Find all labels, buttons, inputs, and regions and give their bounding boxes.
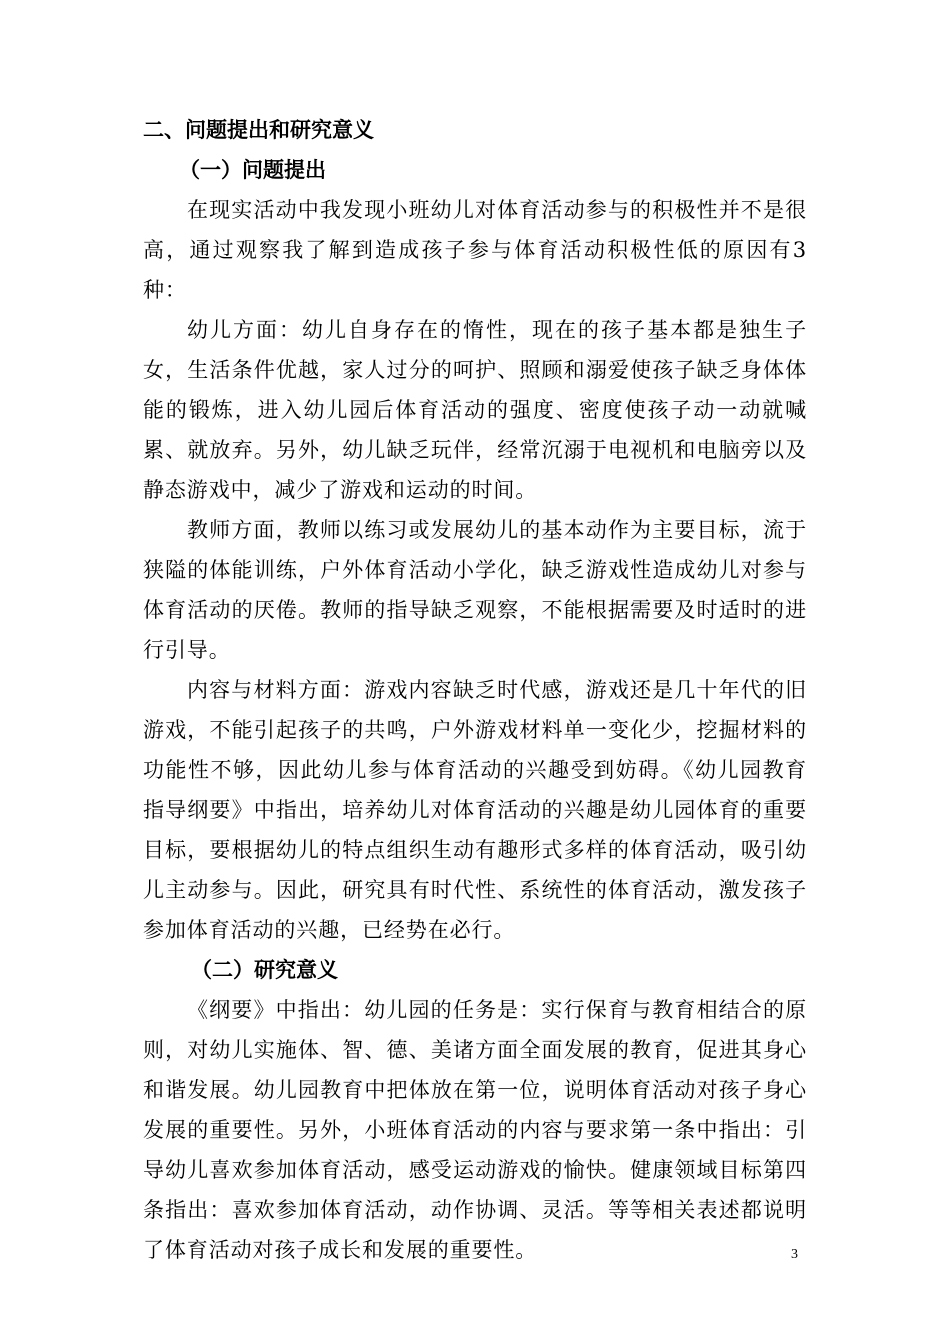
paragraph-teacher-aspect: 教师方面，教师以练习或发展幼儿的基本动作为主要目标，流于狭隘的体能训练，户外体育活动小学化，缺乏游戏性造成幼儿对参与体育活动的厌倦。教师的指导缺乏观察，不能根据需要及时适时的进行引导。 (143, 518, 807, 662)
paragraph-children-aspect: 幼儿方面：幼儿自身存在的惰性，现在的孩子基本都是独生子女，生活条件优越，家人过分的呵护、照顾和溺爱使孩子缺乏身体体能的锻炼，进入幼儿园后体育活动的强度、密度使孩子动一动就喊累、就放弃。另外，幼儿缺乏玩伴，经常沉溺于电视机和电脑旁以及静态游戏中，减少了游戏和运动的时间。 (143, 318, 807, 502)
paragraph-significance: 《纲要》中指出：幼儿园的任务是：实行保育与教育相结合的原则，对幼儿实施体、智、德、美诸方面全面发展的教育，促进其身心和谐发展。幼儿园教育中把体放在第一位，说明体育活动对孩子身心发展的重要性。另外，小班体育活动的内容与要求第一条中指出：引导幼儿喜欢参加体育活动，感受运动游戏的愉快。健康领域目标第四条指出：喜欢参加体育活动，动作协调、灵活。等等相关表述都说明了体育活动对孩子成长和发展的重要性。 (143, 998, 807, 1262)
subsection-heading-problem: （一）问题提出 (179, 158, 326, 182)
paragraph-content-materials-aspect: 内容与材料方面：游戏内容缺乏时代感，游戏还是几十年代的旧游戏，不能引起孩子的共鸣，户外游戏材料单一变化少，挖掘材料的功能性不够，因此幼儿参与体育活动的兴趣受到妨碍。《幼儿园教育指导纲要》中指出，培养幼儿对体育活动的兴趣是幼儿园体育的重要目标，要根据幼儿的特点组织生动有趣形式多样的体育活动，吸引幼儿主动参与。因此，研究具有时代性、系统性的体育活动，激发孩子参加体育活动的兴趣，已经势在必行。 (143, 678, 807, 942)
subsection-heading-significance: （二）研究意义 (191, 958, 338, 982)
page-number: 3 (791, 1247, 798, 1262)
paragraph-intro: 在现实活动中我发现小班幼儿对体育活动参与的积极性并不是很高，通过观察我了解到造成孩子参与体育活动积极性低的原因有3种： (143, 198, 807, 302)
section-heading: 二、问题提出和研究意义 (143, 118, 374, 142)
document-body (143, 110, 807, 1270)
